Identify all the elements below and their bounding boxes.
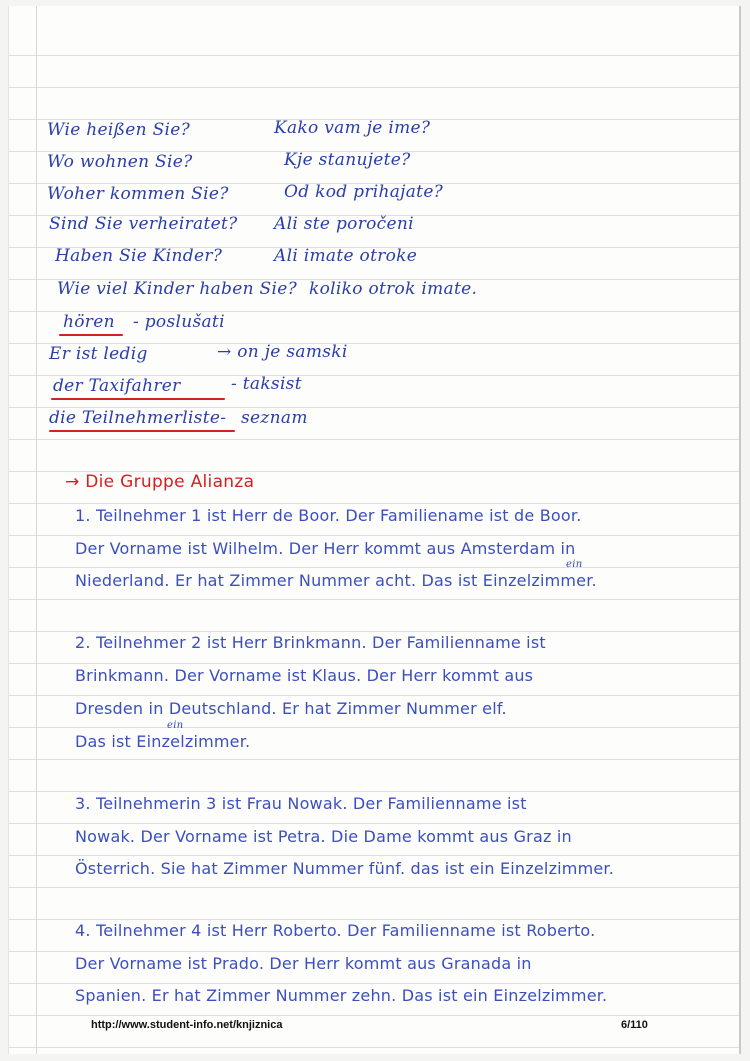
taxifahrer-underline	[51, 398, 225, 400]
hoeren-underline	[59, 334, 123, 336]
paragraph-2-line-2: Brinkmann. Der Vorname ist Klaus. Der Herr kommt aus	[75, 666, 534, 685]
vocab-de-1: Wie heißen Sie?	[47, 120, 191, 140]
margin-line	[36, 6, 37, 1054]
notebook-page	[8, 6, 741, 1054]
section-heading: → Die Gruppe Alianza	[65, 472, 255, 492]
vocab-sl-1: Kako vam je ime?	[274, 118, 431, 138]
vocab-de-6: Wie viel Kinder haben Sie?	[57, 279, 298, 299]
word-teilnehmerliste: die Teilnehmerliste-	[49, 408, 227, 428]
paragraph-1-line-1: 1. Teilnehmer 1 ist Herr de Boor. Der Familiename ist de Boor.	[75, 506, 582, 525]
paragraph-2-line-3: Dresden in Deutschland. Er hat Zimmer Nummer elf.	[75, 699, 507, 718]
paragraph-3-line-2: Nowak. Der Vorname ist Petra. Die Dame kommt aus Graz in	[75, 827, 572, 846]
paragraph-1-line-2: Der Vorname ist Wilhelm. Der Herr kommt aus Amsterdam in	[75, 539, 576, 558]
vocab-de-5: Haben Sie Kinder?	[55, 246, 223, 266]
vocab-de-4: Sind Sie verheiratet?	[49, 214, 238, 234]
word-hoeren-translation: - poslušati	[133, 312, 225, 332]
word-taxifahrer-translation: - taksist	[231, 374, 302, 394]
paragraph-2-line-1: 2. Teilnehmer 2 ist Herr Brinkmann. Der Familienname ist	[75, 633, 546, 652]
paragraph-2-insert: ein	[167, 720, 184, 731]
page-number: 6/110	[621, 1019, 648, 1031]
vocab-sl-4: Ali ste poročeni	[274, 214, 414, 234]
vocab-sl-6: koliko otrok imate.	[309, 279, 478, 299]
vocab-sl-2: Kje stanujete?	[284, 150, 411, 170]
word-ledig: Er ist ledig	[49, 344, 148, 364]
footer-url: http://www.student-info.net/knjiznica	[91, 1019, 283, 1031]
vocab-sl-3: Od kod prihajate?	[284, 182, 444, 202]
word-teilnehmerliste-translation: seznam	[241, 408, 308, 428]
paragraph-1-line-3: Niederland. Er hat Zimmer Nummer acht. Das ist Einzelzimmer.	[75, 571, 597, 590]
paragraph-4-line-1: 4. Teilnehmer 4 ist Herr Roberto. Der Familienname ist Roberto.	[75, 921, 596, 940]
word-taxifahrer: der Taxifahrer	[53, 376, 181, 396]
vocab-de-2: Wo wohnen Sie?	[47, 152, 193, 172]
vocab-de-3: Woher kommen Sie?	[47, 184, 229, 204]
paragraph-3-line-1: 3. Teilnehmerin 3 ist Frau Nowak. Der Familienname ist	[75, 794, 527, 813]
paragraph-2-line-4: Das ist Einzelzimmer.	[75, 732, 251, 751]
word-hoeren: hören	[63, 312, 115, 332]
paragraph-4-line-2: Der Vorname ist Prado. Der Herr kommt aus Granada in	[75, 954, 532, 973]
page-edge	[739, 6, 741, 1054]
paragraph-4-line-3: Spanien. Er hat Zimmer Nummer zehn. Das ist ein Einzelzimmer.	[75, 986, 608, 1005]
paragraph-1-insert: ein	[566, 559, 583, 570]
vocab-sl-5: Ali imate otroke	[274, 246, 418, 266]
paragraph-3-line-3: Österrich. Sie hat Zimmer Nummer fünf. das ist ein Einzelzimmer.	[75, 859, 615, 878]
teilnehmerliste-underline	[49, 430, 235, 432]
word-ledig-translation: → on je samski	[217, 342, 348, 362]
